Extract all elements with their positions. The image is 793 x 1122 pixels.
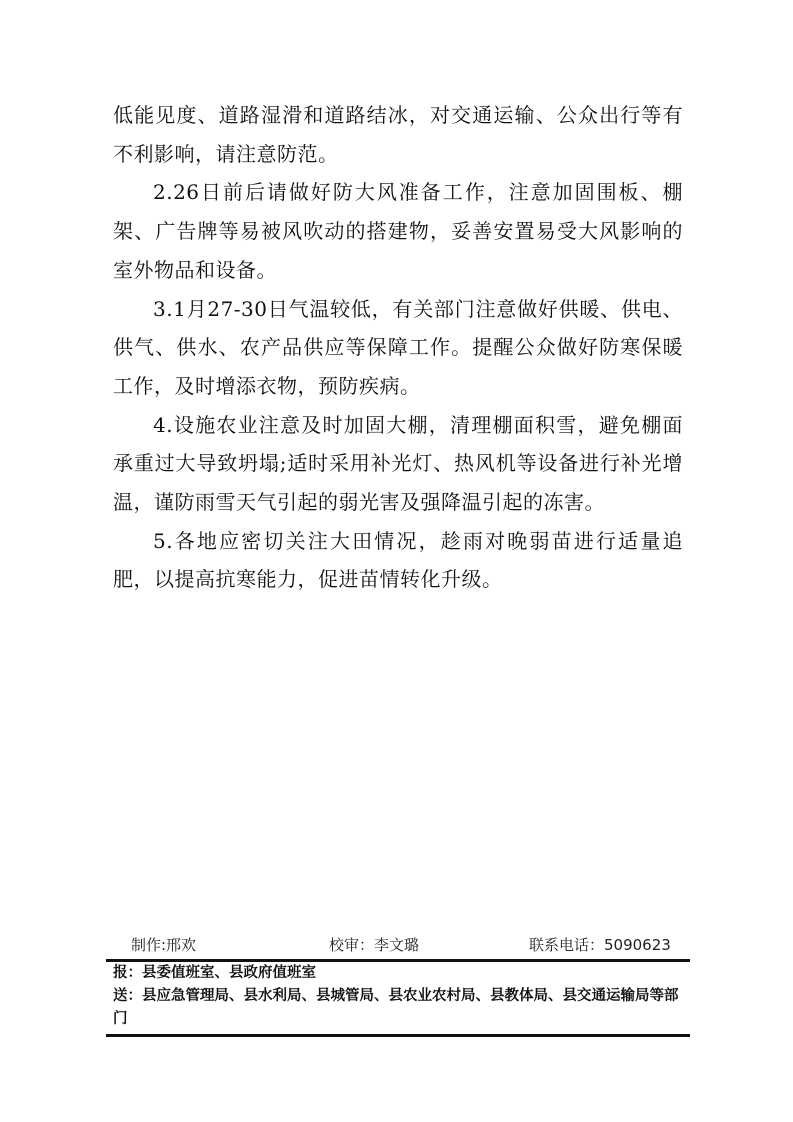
document-body	[113, 96, 683, 599]
producer-label: 制作:邢欢	[131, 936, 197, 954]
paragraph-continuation: 低能见度、道路湿滑和道路结冰，对交通运输、公众出行等有不利影响，请注意防范。	[113, 103, 683, 166]
send-to-line: 送：县应急管理局、县水利局、县城管局、县农业农村局、县教体局、县交通运输局等部门	[113, 988, 679, 1027]
contact-phone: 联系电话：5090623	[529, 936, 671, 954]
footer-bottom-rule	[106, 1034, 690, 1037]
paragraph-item-2: 2.26日前后请做好防大风准备工作，注意加固围板、棚架、广告牌等易被风吹动的搭建物，妥善安置易受大风影响的室外物品和设备。	[113, 180, 683, 282]
paragraph-item-4: 4.设施农业注意及时加固大棚，清理棚面积雪，避免棚面承重过大导致坍塌;适时采用补光灯、热风机等设备进行补光增温，谨防雨雪天气引起的弱光害及强降温引起的冻害。	[113, 412, 683, 515]
reviewer-label: 校审：李文璐	[329, 936, 420, 954]
report-to-line: 报：县委值班室、县政府值班室	[113, 965, 316, 981]
footer-meta	[113, 934, 688, 958]
paragraph-item-3: 3.1月27-30日气温较低，有关部门注意做好供暖、供电、供气、供水、农产品供应等保障工作。提醒公众做好防寒保暖工作，及时增添衣物，预防疾病。	[113, 296, 683, 398]
distribution-block	[113, 962, 691, 1031]
paragraph-item-5: 5.各地应密切关注大田情况，趁雨对晚弱苗进行适量追肥，以提高抗寒能力，促进苗情转化升级。	[113, 528, 683, 592]
